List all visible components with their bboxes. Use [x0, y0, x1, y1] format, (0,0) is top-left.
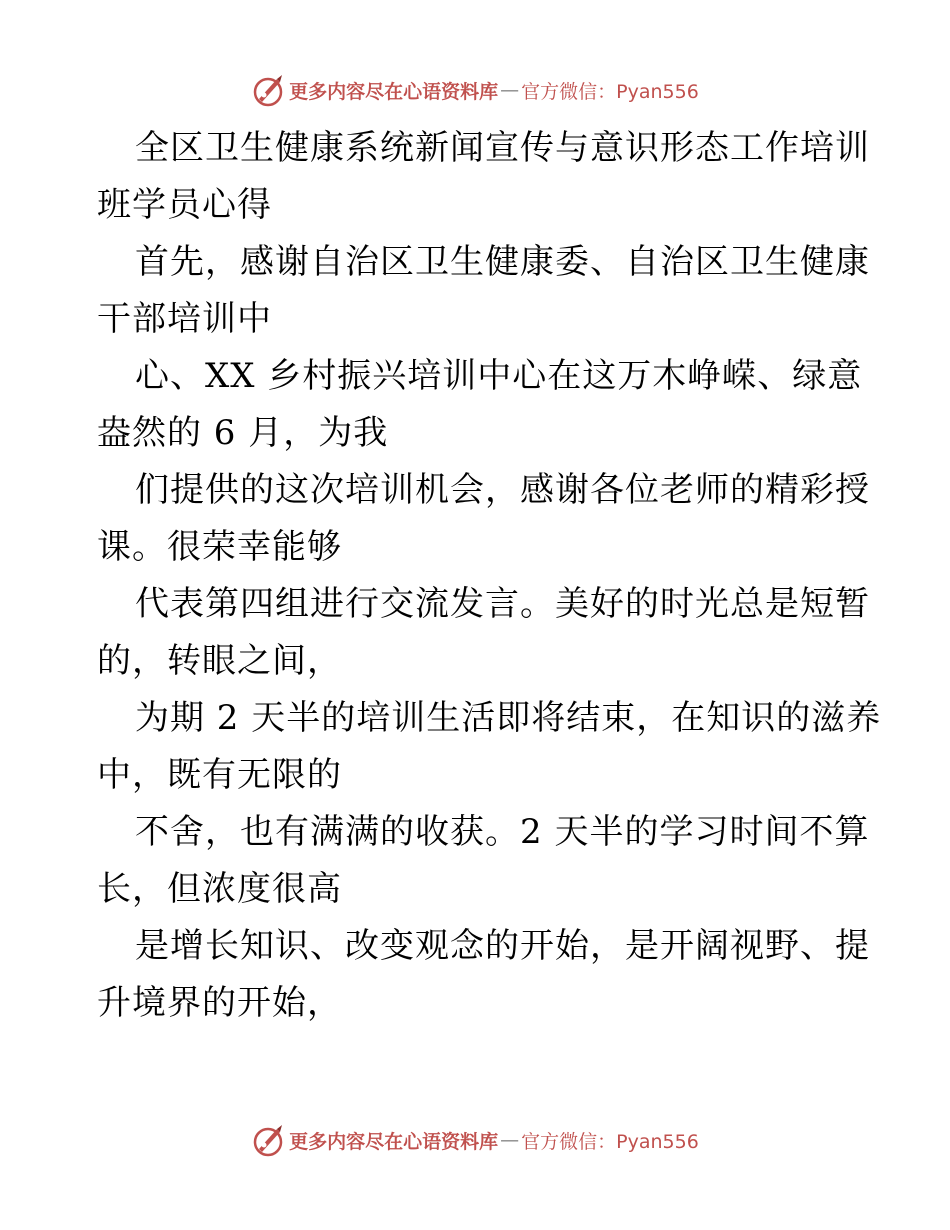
paragraph-line: 们提供的这次培训机会，感谢各位老师的精彩授: [135, 470, 870, 510]
paragraph: [97, 462, 870, 576]
paragraph-line: 长，但浓度很高: [97, 869, 342, 909]
paragraph-line: 中，既有无限的: [97, 755, 342, 795]
paragraph-line: 不舍，也有满满的收获。2 天半的学习时间不算: [135, 812, 870, 852]
banner-separator: —: [500, 79, 520, 101]
banner-title: 更多内容尽在心语资料库: [289, 1130, 499, 1153]
paragraph-line: 代表第四组进行交流发言。美好的时光总是短暂: [135, 584, 870, 624]
paragraph-line: 的，转眼之间，: [97, 641, 342, 681]
paragraph: [97, 690, 882, 804]
banner-separator: —: [500, 1129, 520, 1151]
banner-title: 更多内容尽在心语资料库: [289, 80, 499, 103]
paragraph-line: 干部培训中: [97, 299, 272, 339]
paragraph: [97, 120, 870, 234]
paragraph-line: 升境界的开始，: [97, 983, 342, 1023]
quill-pen-logo-icon: [251, 1123, 285, 1157]
paragraph: [97, 234, 870, 348]
header-watermark-banner: [0, 70, 950, 110]
paragraph-line: 是增长知识、改变观念的开始，是开阔视野、提: [135, 926, 870, 966]
paragraph-line: 首先，感谢自治区卫生健康委、自治区卫生健康: [135, 242, 870, 282]
paragraph-line: 心、XX 乡村振兴培训中心在这万木峥嵘、绿意: [135, 356, 863, 396]
paragraph: [97, 918, 870, 1032]
document-body: [97, 120, 882, 1032]
banner-contact: 官方微信：Pyan556: [521, 1130, 699, 1153]
banner-contact: 官方微信：Pyan556: [521, 80, 699, 103]
footer-watermark-banner: [0, 1120, 950, 1160]
paragraph-line: 为期 2 天半的培训生活即将结束，在知识的滋养: [135, 698, 882, 738]
paragraph-line: 盎然的 6 月，为我: [97, 413, 389, 453]
paragraph: [97, 348, 863, 462]
paragraph-line: 课。很荣幸能够: [97, 527, 342, 567]
paragraph: [97, 576, 870, 690]
quill-pen-logo-icon: [251, 73, 285, 107]
paragraph: [97, 804, 870, 918]
paragraph-line: 全区卫生健康系统新闻宣传与意识形态工作培训: [135, 128, 870, 168]
paragraph-line: 班学员心得: [97, 185, 272, 225]
